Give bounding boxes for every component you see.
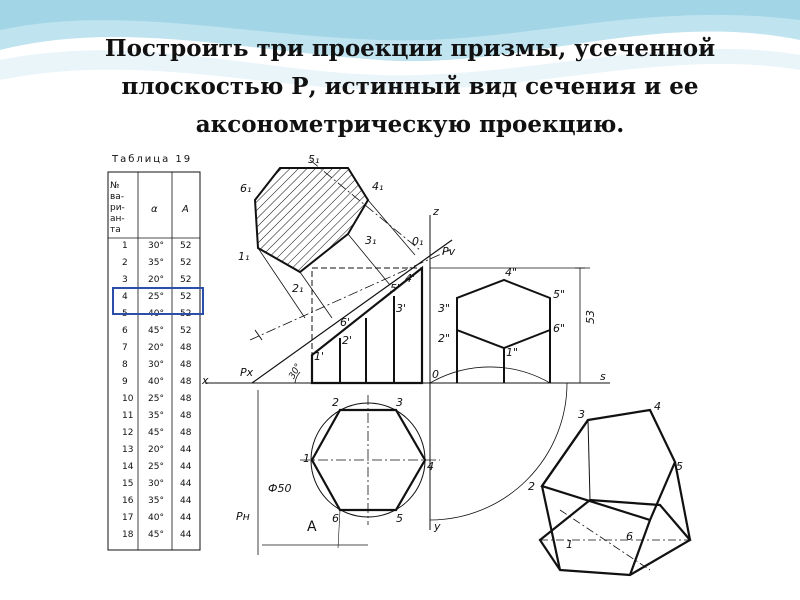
label-front4: 4' [405, 272, 416, 285]
table-cell: 25° [148, 292, 164, 302]
table-cell: 30° [148, 479, 164, 489]
table-cell: 52 [180, 309, 192, 319]
label-s5: 5₁ [308, 153, 320, 166]
table-cell: 52 [180, 326, 192, 336]
table-cell: 13 [122, 445, 134, 455]
table-cell: 44 [180, 445, 192, 455]
table-cell: 45° [148, 428, 164, 438]
label-px: Px [240, 366, 254, 379]
table-cell: 48 [180, 343, 192, 353]
label-front3: 3' [396, 302, 407, 315]
label-side4: 4" [505, 266, 518, 279]
table-cell: 1 [122, 241, 128, 251]
label-dim53: 53 [584, 310, 597, 324]
table-cell: 6 [122, 326, 128, 336]
label-z: z [433, 205, 439, 218]
table-cell: 7 [122, 343, 128, 353]
table-header-variant-2: ри- [110, 203, 125, 213]
table-cell: 48 [180, 411, 192, 421]
table-cell: 5 [122, 309, 128, 319]
variants-table [108, 154, 203, 550]
table-cell: 35° [148, 411, 164, 421]
label-o: 0 [432, 368, 439, 381]
table-cell: 40° [148, 309, 164, 319]
label-s4: 4₁ [372, 180, 384, 193]
table-cell: 12 [122, 428, 134, 438]
engineering-drawing [100, 140, 720, 590]
label-s: s [600, 370, 606, 383]
iso-top-face [542, 410, 675, 520]
table-header-alpha: α [151, 204, 158, 215]
table-cell: 11 [122, 411, 134, 421]
label-iso5: 5 [676, 460, 683, 473]
table-cell: 20° [148, 343, 164, 353]
label-front1: 1' [314, 350, 325, 363]
table-cell: 3 [122, 275, 128, 285]
table-cell: 8 [122, 360, 128, 370]
label-angle: 30° [287, 362, 305, 381]
label-s3: 3₁ [365, 234, 377, 247]
table-header-variant-3: ан- [110, 214, 125, 224]
table-cell: 17 [122, 513, 134, 523]
label-iso1: 1 [566, 538, 573, 551]
table-cell: 52 [180, 241, 192, 251]
table-cell: 40° [148, 513, 164, 523]
table-cell: 40° [148, 377, 164, 387]
table-cell: 44 [180, 530, 192, 540]
table-cell: 14 [122, 462, 134, 472]
table-cell: 25° [148, 394, 164, 404]
table-header-number: № [110, 181, 120, 191]
table-cell: 44 [180, 479, 192, 489]
label-front5: 5' [390, 282, 401, 295]
table-cell: 44 [180, 496, 192, 506]
prism-side-top [457, 280, 550, 348]
table-cell: 20° [148, 445, 164, 455]
table-cell: 35° [148, 496, 164, 506]
table-cell: 30° [148, 241, 164, 251]
table-cell: 35° [148, 258, 164, 268]
section-hexagon [255, 168, 368, 272]
label-side6: 6" [553, 322, 566, 335]
label-top5: 5 [396, 512, 403, 525]
label-iso2: 2 [528, 480, 535, 493]
table-header-variant-4: та [110, 225, 121, 235]
label-s6: 6₁ [240, 182, 252, 195]
table-cell: 30° [148, 360, 164, 370]
label-top1: 1 [303, 452, 310, 465]
table-caption: Таблица 19 [112, 154, 193, 165]
table-cell: 52 [180, 258, 192, 268]
label-side2: 2" [438, 332, 451, 345]
label-diameter: Ф50 [268, 482, 292, 495]
label-top4: 4 [427, 460, 434, 473]
label-side3: 3" [438, 302, 451, 315]
label-o1: 0₁ [412, 235, 424, 248]
table-cell: 25° [148, 462, 164, 472]
table-cell: 52 [180, 292, 192, 302]
axonometric-projection [540, 410, 690, 575]
table-cell: 2 [122, 258, 128, 268]
label-side5: 5" [553, 288, 566, 301]
table-cell: 48 [180, 360, 192, 370]
label-front2: 2' [342, 334, 353, 347]
table-cell: 10 [122, 394, 134, 404]
label-s2: 2₁ [292, 282, 304, 295]
label-a: A [307, 519, 317, 535]
table-cell: 4 [122, 292, 128, 302]
table-rows [122, 241, 192, 540]
label-x: x [202, 374, 209, 387]
table-cell: 48 [180, 377, 192, 387]
title-line-3: аксонометрическую проекцию. [195, 111, 625, 138]
table-cell: 44 [180, 513, 192, 523]
label-s1: 1₁ [238, 250, 250, 263]
label-iso6: 6 [626, 530, 633, 543]
table-cell: 20° [148, 275, 164, 285]
slide-title [60, 30, 760, 144]
label-pv: Pv [442, 245, 456, 258]
table-cell: 15 [122, 479, 134, 489]
label-iso3: 3 [578, 408, 585, 421]
table-cell: 48 [180, 394, 192, 404]
label-ph: Pн [236, 510, 250, 523]
table-cell: 48 [180, 428, 192, 438]
label-top2: 2 [332, 396, 339, 409]
label-side1: 1" [506, 346, 519, 359]
table-cell: 16 [122, 496, 134, 506]
label-y: y [434, 520, 441, 533]
label-top3: 3 [396, 396, 403, 409]
table-cell: 45° [148, 326, 164, 336]
table-cell: 52 [180, 275, 192, 285]
table-header-variant-1: ва- [110, 192, 125, 202]
label-iso4: 4 [654, 400, 661, 413]
table-cell: 45° [148, 530, 164, 540]
table-header-a: A [182, 204, 189, 215]
label-front6: 6' [340, 316, 351, 329]
table-cell: 18 [122, 530, 134, 540]
profile-projection [430, 268, 590, 383]
label-top6: 6 [332, 512, 339, 525]
title-line-2: плоскостью Р, истинный вид сечения и ее [121, 73, 699, 100]
title-line-1: Построить три проекции призмы, усеченной [104, 35, 716, 62]
table-cell: 9 [122, 377, 128, 387]
table-cell: 44 [180, 462, 192, 472]
